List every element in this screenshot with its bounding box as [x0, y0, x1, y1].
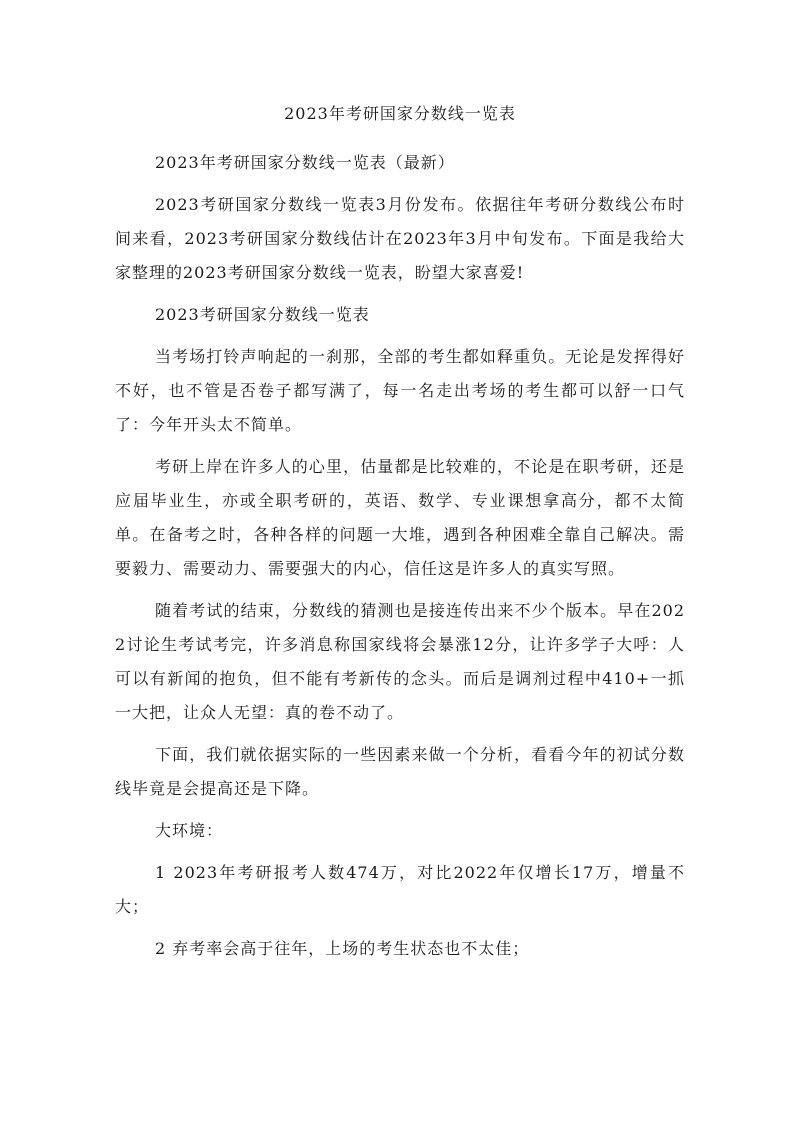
- paragraph: 下面，我们就依据实际的一些因素来做一个分析，看看今年的初试分数线毕竟是会提高还是下降。: [115, 745, 685, 798]
- paragraph-subheading: 大环境：: [155, 821, 224, 840]
- paragraph: 当考场打铃声响起的一刹那，全部的考生都如释重负。无论是发挥得好不好，也不管是否卷子都写满了，每一名走出考场的考生都可以舒一口气了：今年开头太不简单。: [115, 347, 685, 434]
- document-title: 2023年考研国家分数线一览表: [284, 104, 516, 123]
- paragraph-section-heading: 2023考研国家分数线一览表: [155, 305, 370, 324]
- document-body: [115, 146, 685, 974]
- list-item: 1 2023年考研报考人数474万，对比2022年仅增长17万，增量不大；: [115, 863, 685, 916]
- paragraph-subtitle: 2023年考研国家分数线一览表（最新）: [155, 153, 455, 172]
- list-item: 2 弃考率会高于往年，上场的考生状态也不太佳；: [155, 939, 530, 958]
- paragraph: 考研上岸在许多人的心里，估量都是比较难的，不论是在职考研，还是应届毕业生，亦或全职考研的，英语、数学、专业课想拿高分，都不太简单。在备考之时，各种各样的问题一大堆，遇到各种困难全靠自己解决。需要毅力、需要动力、需要强大的内心，信任这是许多人的真实写照。: [115, 457, 685, 578]
- paragraph: 随着考试的结束，分数线的猜测也是接连传出来不少个版本。早在2022讨论生考试考完，许多消息称国家线将会暴涨12分，让许多学子大呼：人可以有新闻的抱负，但不能有考新传的念头。而后是调剂过程中410+一抓一大把，让众人无望：真的卷不动了。: [115, 601, 685, 722]
- paragraph-intro: 2023考研国家分数线一览表3月份发布。依据往年考研分数线公布时间来看，2023考研国家分数线估计在2023年3月中旬发布。下面是我给大家整理的2023考研国家分数线一览表，盼望大家喜爱!: [115, 195, 685, 282]
